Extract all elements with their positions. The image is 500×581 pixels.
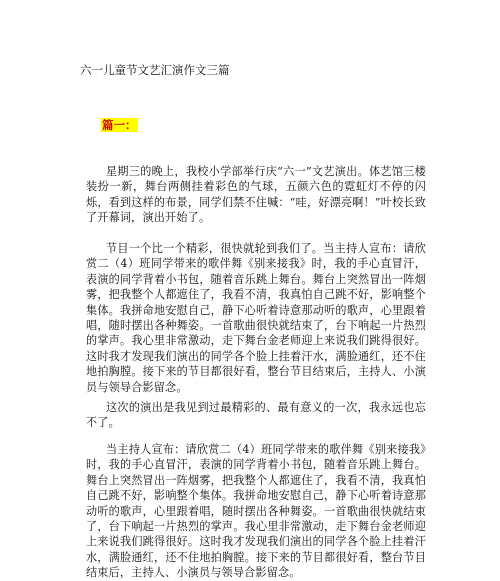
paragraph-2: 节目一个比一个精彩，很快就轮到我们了。当主持人宣布：请欣赏二（4）班同学带来的歌伴舞《别来接我》时，我的手心直冒汗，表演的同学背着小书包，随着音乐跳上舞台。舞台上突然冒出一阵烟雾，把我整个人都遮住了，我看不清，我真怕自己跳不好，影响整个集体。我拼命地安慰自己，静下心听着诗意那动听的歌声，心里跟着唱，随时摆出各种舞姿。一首歌曲很快就结束了，台下响起一片热烈的掌声。我心里非常激动，走下舞台金老师迎上来说我们跳得很好。这时我才发现我们演出的同学各个脸上挂着汗水，满脸通红，还不住地拍胸膛。接下来的节目都很好看，整台节目结束后，主持人、小演员与领导合影留念。: [86, 242, 426, 394]
document-title: 六一儿童节文艺汇演作文三篇: [80, 63, 230, 77]
paragraph-4: 当主持人宣布：请欣赏二（4）班同学带来的歌伴舞《别来接我》时，我的手心直冒汗，表演的同学背着小书包，随着音乐跳上舞台。舞台上突然冒出一阵烟雾，把我整个人都遮住了，我看不清，我真怕自己跳不好，影响整个集体。我拼命地安慰自己，静下心听着诗意那动听的歌声，心里跟着唱，随时摆出各种舞姿。一首歌曲很快就结束了，台下响起一片热烈的掌声。我心里非常激动，走下舞台金老师迎上来说我们跳得很好。这时我才发现我们演出的同学各个脸上挂着汗水，满脸通红，还不住地拍胸膛。接下来的节目都很好看，整台节目结束后，主持人、小演员与领导合影留念。: [86, 443, 426, 580]
section-heading: 篇一：: [102, 118, 137, 132]
paragraph-3: 这次的演出是我见到过最精彩的、最有意义的一次，我永远也忘不了。: [86, 401, 426, 430]
paragraph-1: 星期三的晚上，我校小学部举行庆“六一”文艺演出。体艺馆三楼装扮一新，舞台两侧挂着彩色的气球，五颜六色的霓虹灯不停的闪烁，看到这样的布景，同学们禁不住喊：“哇，好漂亮啊！”叶校长致了开幕词，演出开始了。: [86, 165, 426, 225]
